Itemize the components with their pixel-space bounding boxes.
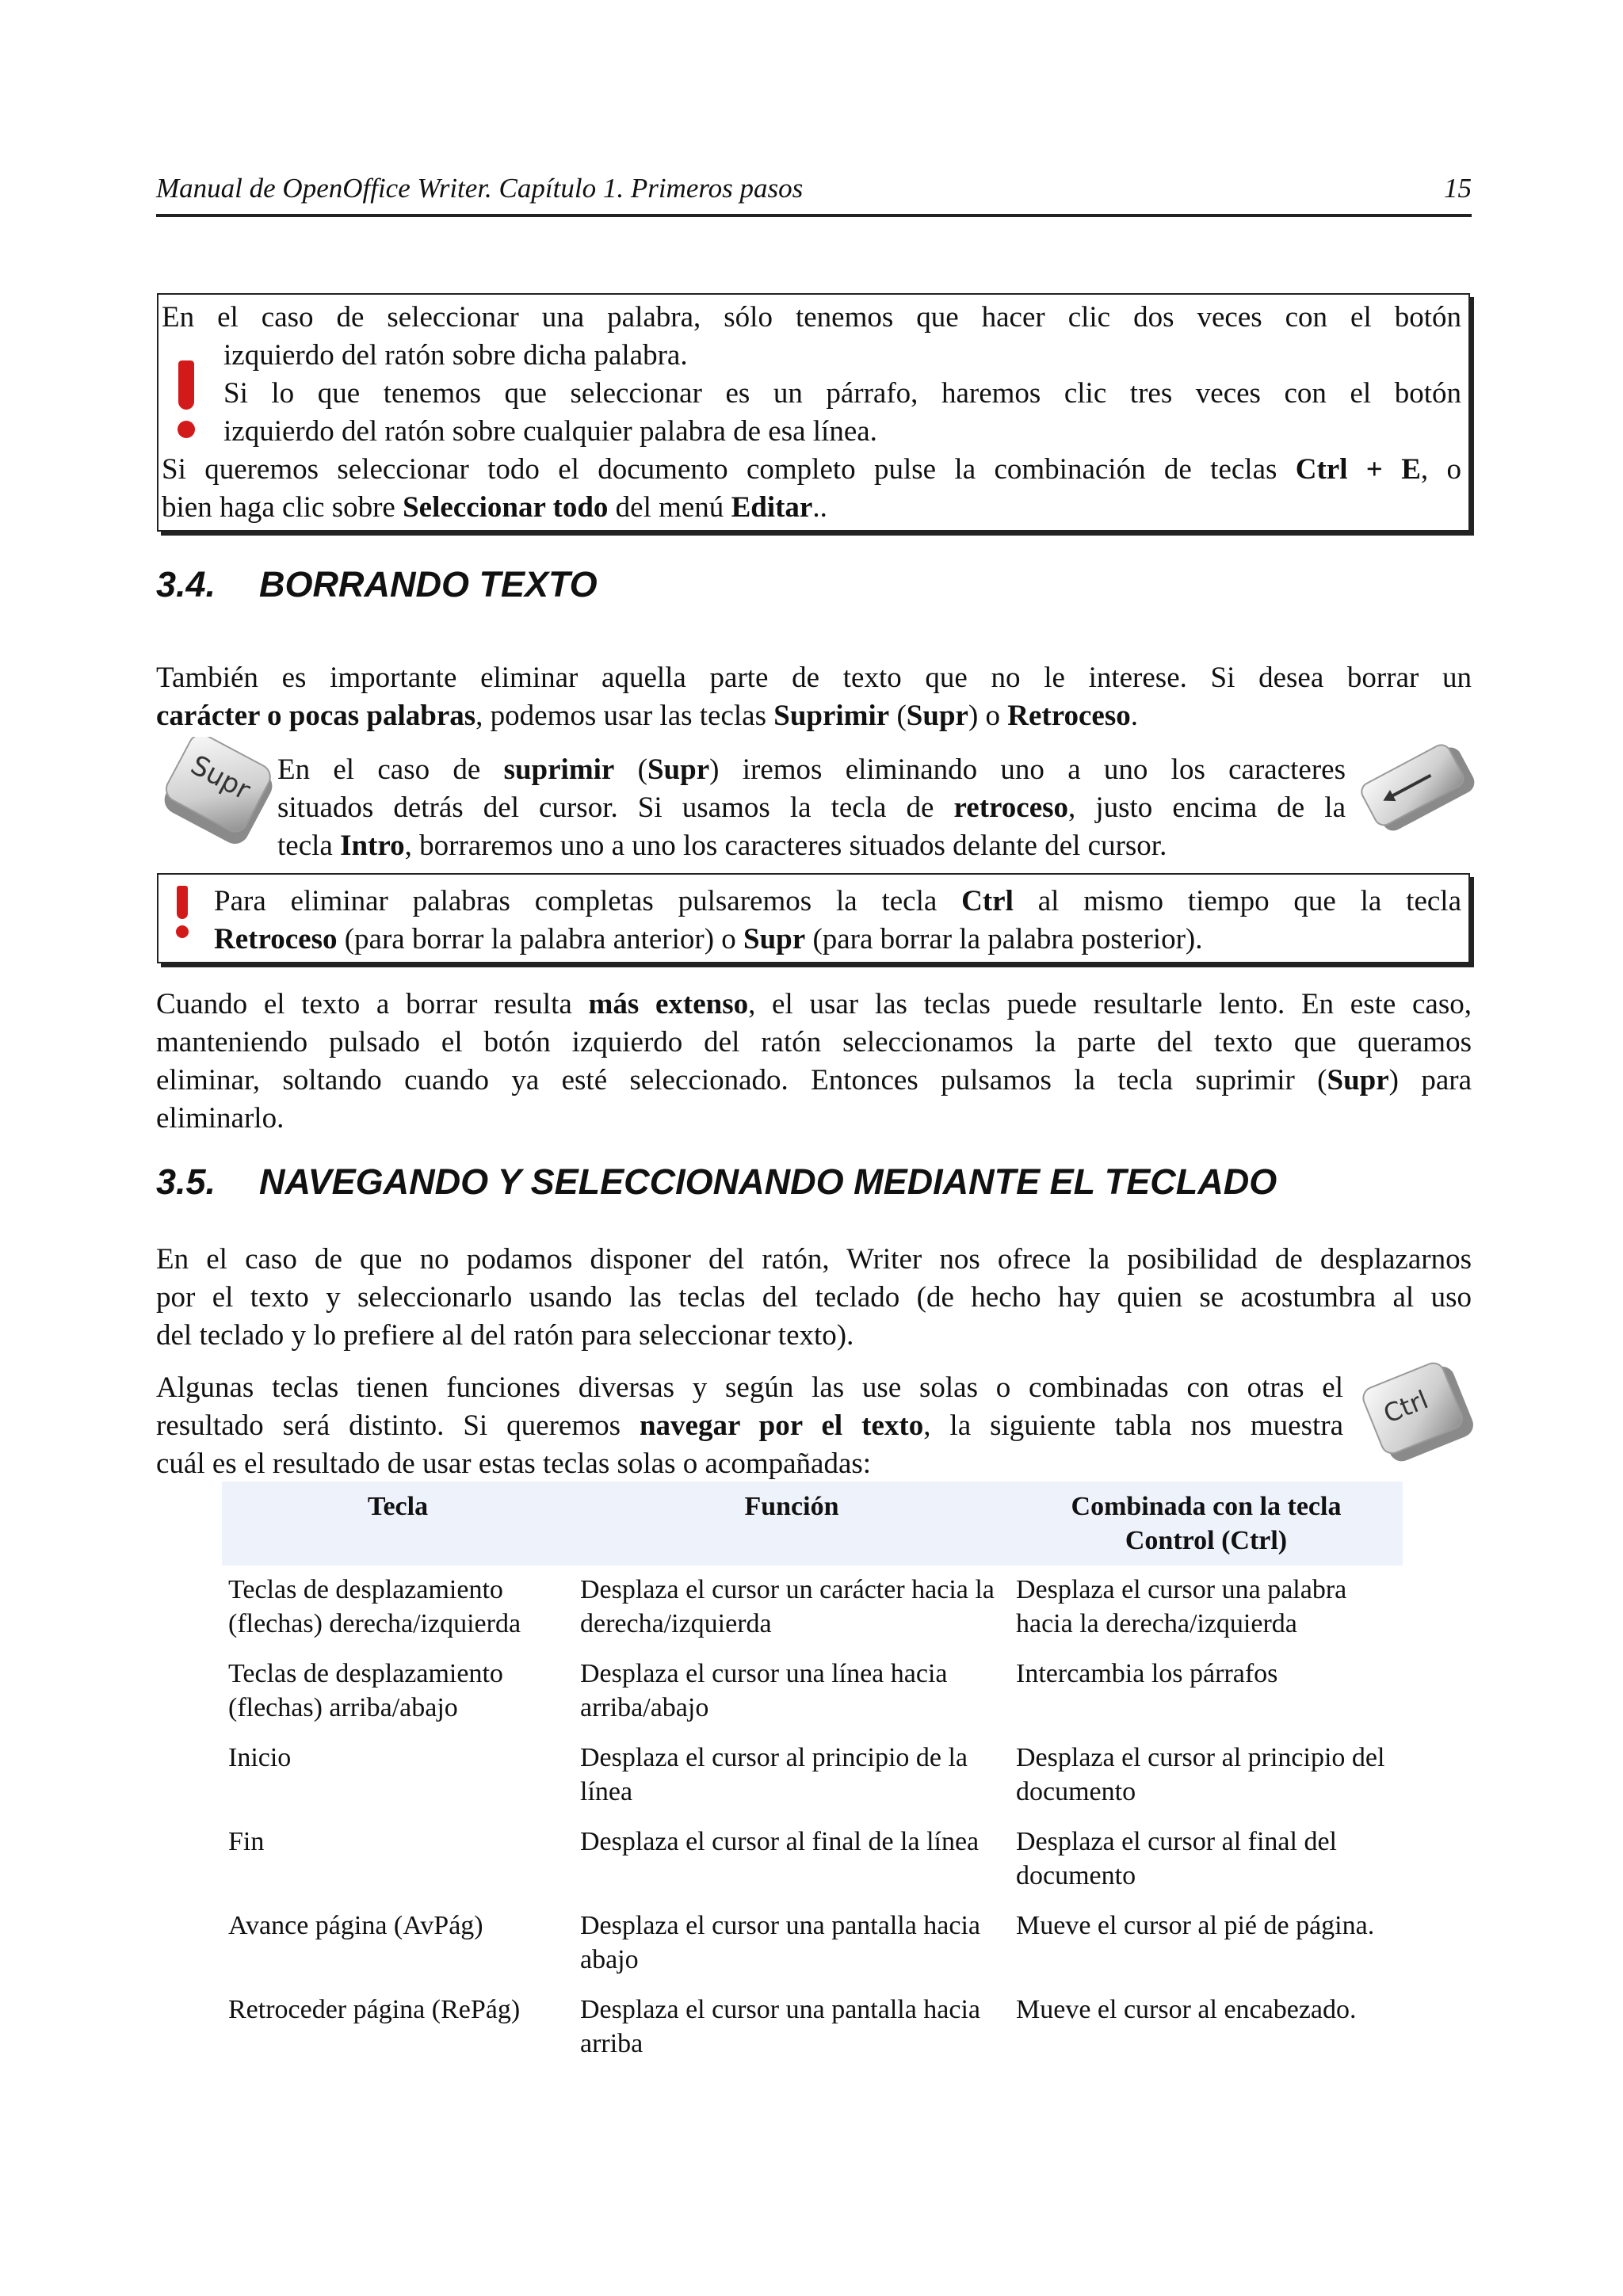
note1-line6: bien haga clic sobre Seleccionar todo del menú Editar.. [162,491,827,524]
para3-line1: Cuando el texto a borrar resulta más extenso, el usar las teclas puede resultarle lento. En este caso, [156,988,1472,1020]
table-row [222,1733,1403,1817]
svg-text:Ctrl: Ctrl [1379,1384,1433,1429]
table-header-cell: Función [574,1482,1010,1566]
supr-key-icon [155,737,282,848]
table-row [222,1901,1403,1985]
table-header-cell: Tecla [222,1482,574,1566]
para5-line1: Algunas teclas tienen funciones diversas y según las use solas o combinadas con otras el [156,1371,1343,1404]
svg-text:Supr: Supr [185,749,256,807]
header-title: Manual de OpenOffice Writer. Capítulo 1. Primeros pasos [156,173,804,204]
section-heading-3-5: 3.5. NAVEGANDO Y SELECCIONANDO MEDIANTE EL TECLADO [156,1161,1277,1202]
para2-line2: situados detrás del cursor. Si usamos la tecla de retroceso, justo encima de la [277,791,1346,824]
exclamation-icon [171,886,193,938]
para3-line3: eliminar, soltando cuando ya esté seleccionado. Entonces pulsamos la tecla suprimir (Supr) para [156,1064,1472,1097]
table-cell: Desplaza el cursor una palabra hacia la derecha/izquierda [1016,1575,1347,1638]
para4-line3: del teclado y lo prefiere al del ratón para seleccionar texto). [156,1319,854,1352]
table-row [222,1566,1403,1650]
table-cell: Avance página (AvPág) [228,1911,483,1940]
table-cell: Mueve el cursor al pié de página. [1016,1911,1375,1940]
table-cell: Inicio [228,1743,292,1772]
note1-line4: izquierdo del ratón sobre cualquier palabra de esa línea. [223,415,877,448]
page-header [156,166,1472,217]
table-cell: Teclas de desplazamiento (flechas) arriba/abajo [228,1659,503,1722]
table-row [222,1650,1403,1733]
para4-line2: por el texto y seleccionarlo usando las teclas del teclado (de hecho hay quien se acostumbra al uso [156,1281,1472,1314]
para2-line3: tecla Intro, borraremos uno a uno los caracteres situados delante del cursor. [277,830,1167,862]
table-cell: Desplaza el cursor al final de la línea [580,1827,980,1856]
table-row [222,1817,1403,1901]
para3-line4: eliminarlo. [156,1102,285,1135]
keyboard-navigation-table [222,1482,1403,2069]
ctrl-key-icon [1357,1355,1476,1466]
table-cell: Desplaza el cursor un carácter hacia la derecha/izquierda [580,1575,995,1638]
para2-line1: En el caso de suprimir (Supr) iremos eliminando uno a uno los caracteres [277,753,1346,786]
table-cell: Desplaza el cursor una pantalla hacia arriba [580,1995,981,2058]
note1-line5: Si queremos seleccionar todo el documento completo pulse la combinación de teclas Ctrl + E, o [162,453,1462,486]
section-heading-3-4: 3.4. BORRANDO TEXTO [156,564,598,605]
note1-line3: Si lo que tenemos que seleccionar es un párrafo, haremos clic tres veces con el botón [223,377,1461,410]
table-header-row [222,1482,1403,1566]
para5-line3: cuál es el resultado de usar estas teclas solas o acompañadas: [156,1447,872,1480]
table-cell: Intercambia los párrafos [1016,1659,1278,1688]
table-cell: Desplaza el cursor al final del documento [1016,1827,1337,1890]
table-cell: Desplaza el cursor una línea hacia arriba/abajo [580,1659,948,1722]
exclamation-icon [174,360,198,440]
table-cell: Mueve el cursor al encabezado. [1016,1995,1357,2024]
note1-line2: izquierdo del ratón sobre dicha palabra. [223,339,688,372]
para1-line2: carácter o pocas palabras, podemos usar las teclas Suprimir (Supr) o Retroceso. [156,700,1138,732]
table-cell: Desplaza el cursor al principio del documento [1016,1743,1385,1806]
para3-line2: manteniendo pulsado el botón izquierdo del ratón seleccionamos la parte del texto que queramos [156,1026,1472,1058]
note1-line1: En el caso de seleccionar una palabra, sólo tenemos que hacer clic dos veces con el botón [162,301,1461,334]
backspace-key-icon [1357,735,1476,838]
page-number: 15 [1444,173,1472,204]
para5-line2: resultado será distinto. Si queremos navegar por el texto, la siguiente tabla nos muestra [156,1409,1343,1442]
table-row [222,1985,1403,2069]
para1-line1: También es importante eliminar aquella parte de texto que no le interese. Si desea borrar un [156,662,1472,694]
table-cell: Teclas de desplazamiento (flechas) derecha/izquierda [228,1575,521,1638]
note2-line1: Para eliminar palabras completas pulsaremos la tecla Ctrl al mismo tiempo que la tecla [214,885,1461,917]
table-cell: Desplaza el cursor al principio de la línea [580,1743,968,1806]
table-cell: Retroceder página (RePág) [228,1995,521,2024]
note2-line2: Retroceso (para borrar la palabra anterior) o Supr (para borrar la palabra posterior). [214,923,1203,955]
para4-line1: En el caso de que no podamos disponer del ratón, Writer nos ofrece la posibilidad de desplazarnos [156,1243,1472,1276]
table-header-cell: Combinada con la tecla Control (Ctrl) [1010,1482,1403,1566]
table-cell: Fin [228,1827,265,1856]
table-cell: Desplaza el cursor una pantalla hacia abajo [580,1911,981,1974]
